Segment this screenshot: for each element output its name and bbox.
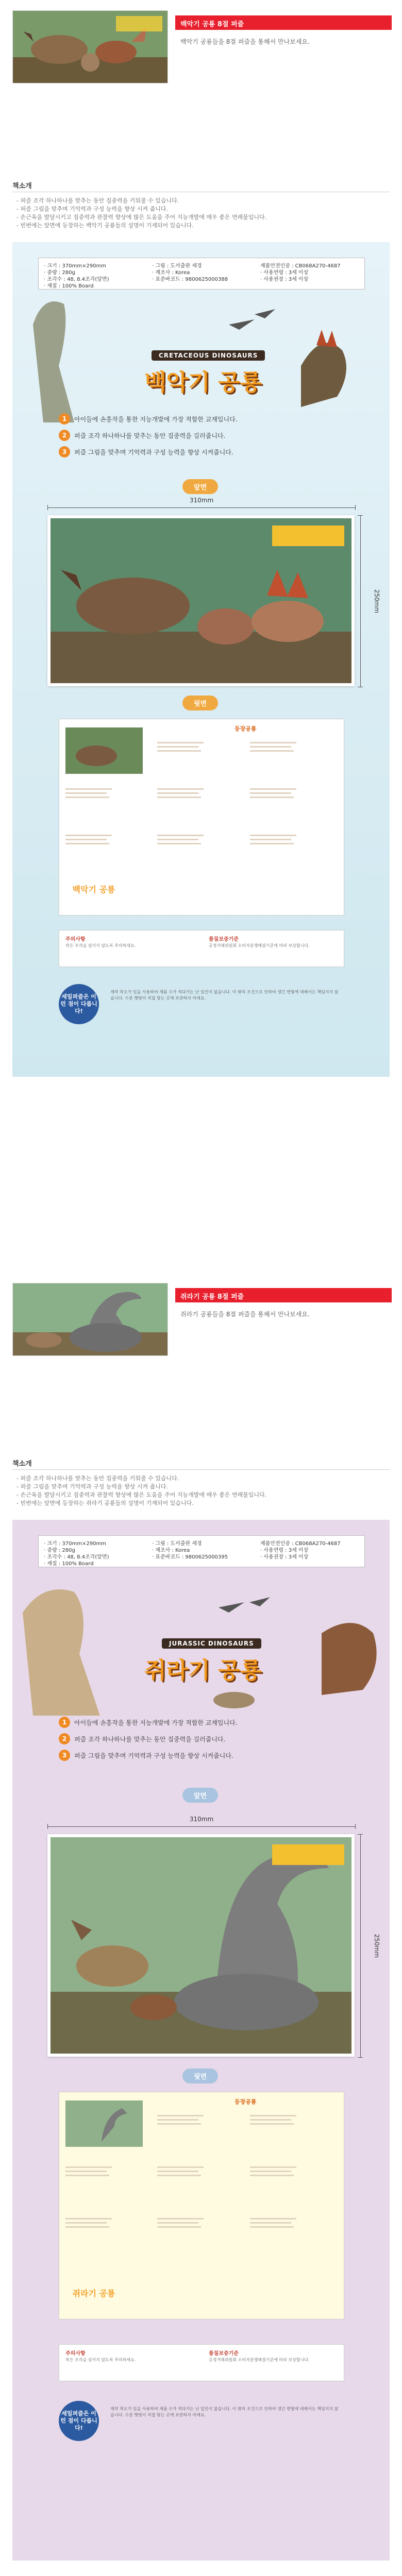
dino-entry [250,781,317,817]
product-header [0,0,402,93]
front-label: 앞면 [182,479,218,494]
spec-contact: · 사용권장 : 3세 이상 [260,277,309,282]
logo-subtitle: CRETACEOUS DINOSAURS [152,350,265,361]
spec-table [38,1535,365,1567]
spec-cert: 제품안전인증 : CB068A270-4687 [260,263,341,269]
dino-entry [250,735,317,771]
spec-pieces: · 조각수 : 48, 8.4조각(앞면) [44,277,109,282]
dino-entry [157,735,224,771]
spec-author: · 그림 : 도서출판 세경 [152,263,202,269]
feature-item [59,1732,347,1745]
notice-box [59,930,344,967]
dino-entry [157,2108,224,2144]
divider [12,1469,390,1470]
feature-number: 1 [59,1717,70,1728]
dino-entry [65,2211,132,2247]
product-detail-panel [12,1520,390,2561]
front-label: 앞면 [182,1788,218,1803]
description-line: - 손근육을 발달시키고 집중력과 관찰력 향상에 많은 도움을 주어 지능개발에 매우 좋은 연례물입니다. [16,214,267,221]
warning-text: 제작 착오가 있을 사용하여 제품 수가 적다가는 난 일인이 없습니다. 이 밖의 조건으로 인하여 생긴 변형에 대해서는 책임지지 않습니다. 수분 햇빛이 직접 닿는 곳에 보관하지 마세요. [110,990,339,1001]
feature-text: 퍼즐 조각 하나하나를 맞추는 동안 집중력을 길러줍니다. [74,1736,226,1743]
height-dimension [358,1834,381,2058]
notice-quality-text: 공정거래위원회 소비자분쟁해결기준에 따라 보상합니다. [209,2358,310,2362]
spec-isbn: · 표준바코드 : 9800625000388 [152,277,228,282]
product-title: 쥐라기 공룡 8절 퍼즐 [180,1293,244,1301]
spec-weight: · 중량 : 280g [44,1548,75,1553]
spec-material: · 재질 : 100% Board [44,1561,94,1567]
feature-badge: 세밀퍼즐은 이런 점이 다릅니다! [59,2401,99,2441]
product-detail-panel [12,242,390,1077]
logo-title: 백악기 공룡 [144,369,262,396]
height-label: 250mm [373,589,381,614]
description-label: 책소개 [12,182,32,190]
puzzle-back-image[interactable] [59,2092,344,2319]
feature-number: 2 [59,430,70,441]
spec-publisher: · 제조사 : Korea [152,270,190,276]
logo-subtitle: JURASSIC DINOSAURS [162,1638,261,1649]
dino-entry [250,827,317,863]
feature-badge: 세밀퍼즐은 이런 점이 다릅니다! [59,984,99,1024]
width-dimension [47,497,356,510]
dino-entry [157,827,224,863]
dino-entry [250,2108,317,2144]
feature-item [59,429,347,442]
width-dimension [47,1816,356,1829]
spec-weight: · 중량 : 280g [44,270,75,276]
width-label: 310mm [189,497,214,504]
notice-quality-title: 품질보증기준 [209,2351,239,2357]
puzzle-back-image[interactable] [59,719,344,916]
back-thumbnail [65,2100,143,2147]
feature-number: 3 [59,1750,70,1761]
feature-item [59,412,347,426]
feature-text: 아이들에 손흥작을 통한 지능개발에 가장 적합한 교재입니다. [74,416,238,423]
feature-text: 퍼즐 그림을 맞추며 기억력과 구성 능력을 향상 시켜줍니다. [74,1752,233,1759]
description-line: - 퍼즐 그림을 맞추며 기억력과 구성 능력을 향상 시켜 줍니다. [16,206,168,212]
product-subtitle: 쥐라기 공룡들을 8절 퍼즐을 통해서 만나보세요. [180,1311,310,1318]
spec-size: · 크기 : 370mm×290mm [44,263,106,269]
product-subtitle: 백악기 공룡들을 8절 퍼즐을 통해서 만나보세요. [180,38,310,45]
product-title-bar [175,15,392,30]
puzzle-front-image[interactable] [47,1834,355,2057]
warning-text: 제작 착오가 있을 사용하여 제품 수가 적다가는 난 일인이 없습니다. 이 밖의 조건으로 인하여 생긴 변형에 대해서는 책임지지 않습니다. 수분 햇빛이 직접 닿는 곳에 보관하지 마세요. [110,2406,339,2417]
feature-text: 퍼즐 조각 하나하나를 맞추는 동안 집중력을 길러줍니다. [74,432,226,439]
description-line: - 빈번에는 앞면에 등장하는 백악기 공룡들의 설명이 기재되어 있습니다. [16,222,194,229]
notice-caution-title: 주의사항 [65,937,86,942]
spec-material: · 재질 : 100% Board [44,283,94,289]
dino-entry [65,781,132,817]
feature-item [59,1716,347,1729]
description-line: - 퍼즐 조각 하나하나를 맞추는 동안 집중력을 키워줄 수 있습니다. [16,197,179,204]
height-label: 250mm [373,1934,381,1958]
product-thumbnail[interactable] [12,1283,168,1356]
description-list [16,197,377,230]
dino-entry [157,781,224,817]
spec-age: · 사용연령 : 3세 이상 [260,1548,309,1553]
description-list [16,1475,377,1507]
feature-number: 3 [59,446,70,457]
height-dimension [358,515,381,687]
back-title: 등장공룡 [234,2098,257,2105]
back-logo: 쥐라기 공룡 [72,2289,115,2298]
product-header [0,1273,402,1365]
notice-caution-title: 주의사항 [65,2351,86,2357]
dino-entry [157,2159,224,2195]
feature-item [59,445,347,459]
spec-contact: · 사용권장 : 3세 이상 [260,1554,309,1560]
spec-author: · 그림 : 도서출판 세경 [152,1541,202,1547]
product-thumbnail[interactable] [12,10,168,83]
back-thumbnail [65,727,143,774]
dino-entry [157,2211,224,2247]
product-title: 백악기 공룡 8절 퍼즐 [180,21,244,28]
notice-quality-text: 공정거래위원회 소비자분쟁해결기준에 따라 보상합니다. [209,943,310,948]
description-line: - 퍼즐 그림을 맞추며 기억력과 구성 능력을 향상 시켜 줍니다. [16,1483,168,1490]
width-label: 310mm [189,1816,214,1823]
dino-entry [65,2159,132,2195]
description-label: 책소개 [12,1460,32,1468]
spec-isbn: · 표준바코드 : 9800625000395 [152,1554,228,1560]
spec-table [38,258,365,290]
spec-pieces: · 조각수 : 48, 8.4조각(앞면) [44,1554,109,1560]
notice-quality-title: 품질보증기준 [209,937,239,942]
spec-age: · 사용연령 : 3세 이상 [260,270,309,276]
dino-entry [250,2159,317,2195]
description-line: - 빈번에는 앞면에 등장하는 쥐라기 공룡들의 설명이 기재되어 있습니다. [16,1500,194,1506]
spec-cert: 제품안전인증 : CB068A270-4687 [260,1541,341,1547]
description-line: - 퍼즐 조각 하나하나를 맞추는 동안 집중력을 키워줄 수 있습니다. [16,1475,179,1482]
logo-title: 쥐라기 공룡 [144,1657,262,1684]
back-logo: 백악기 공룡 [72,885,115,894]
back-label: 뒷면 [182,2069,218,2083]
back-title: 등장공룡 [234,725,257,732]
spec-publisher: · 제조사 : Korea [152,1548,190,1553]
notice-box [59,2344,344,2381]
feature-list [59,412,347,462]
feature-item [59,1749,347,1762]
spec-size: · 크기 : 370mm×290mm [44,1541,106,1547]
product-title-bar [175,1288,392,1302]
feature-text: 아이들에 손흥작을 통한 지능개발에 가장 적합한 교재입니다. [74,1719,238,1726]
dino-entry [65,827,132,863]
feature-list [59,1716,347,1765]
notice-caution-text: 작은 조각을 삼키지 않도록 주의하세요. [65,2358,136,2362]
puzzle-front-image[interactable] [47,515,355,686]
feature-number: 2 [59,1733,70,1744]
feature-text: 퍼즐 그림을 맞추며 기억력과 구성 능력을 향상 시켜줍니다. [74,449,233,456]
back-label: 뒷면 [182,696,218,710]
description-line: - 손근육을 발달시키고 집중력과 관찰력 향상에 많은 도움을 주어 지능개발에 매우 좋은 연례물입니다. [16,1492,267,1498]
feature-number: 1 [59,413,70,425]
dino-entry [250,2211,317,2247]
notice-caution-text: 작은 조각을 삼키지 않도록 주의하세요. [65,943,136,948]
